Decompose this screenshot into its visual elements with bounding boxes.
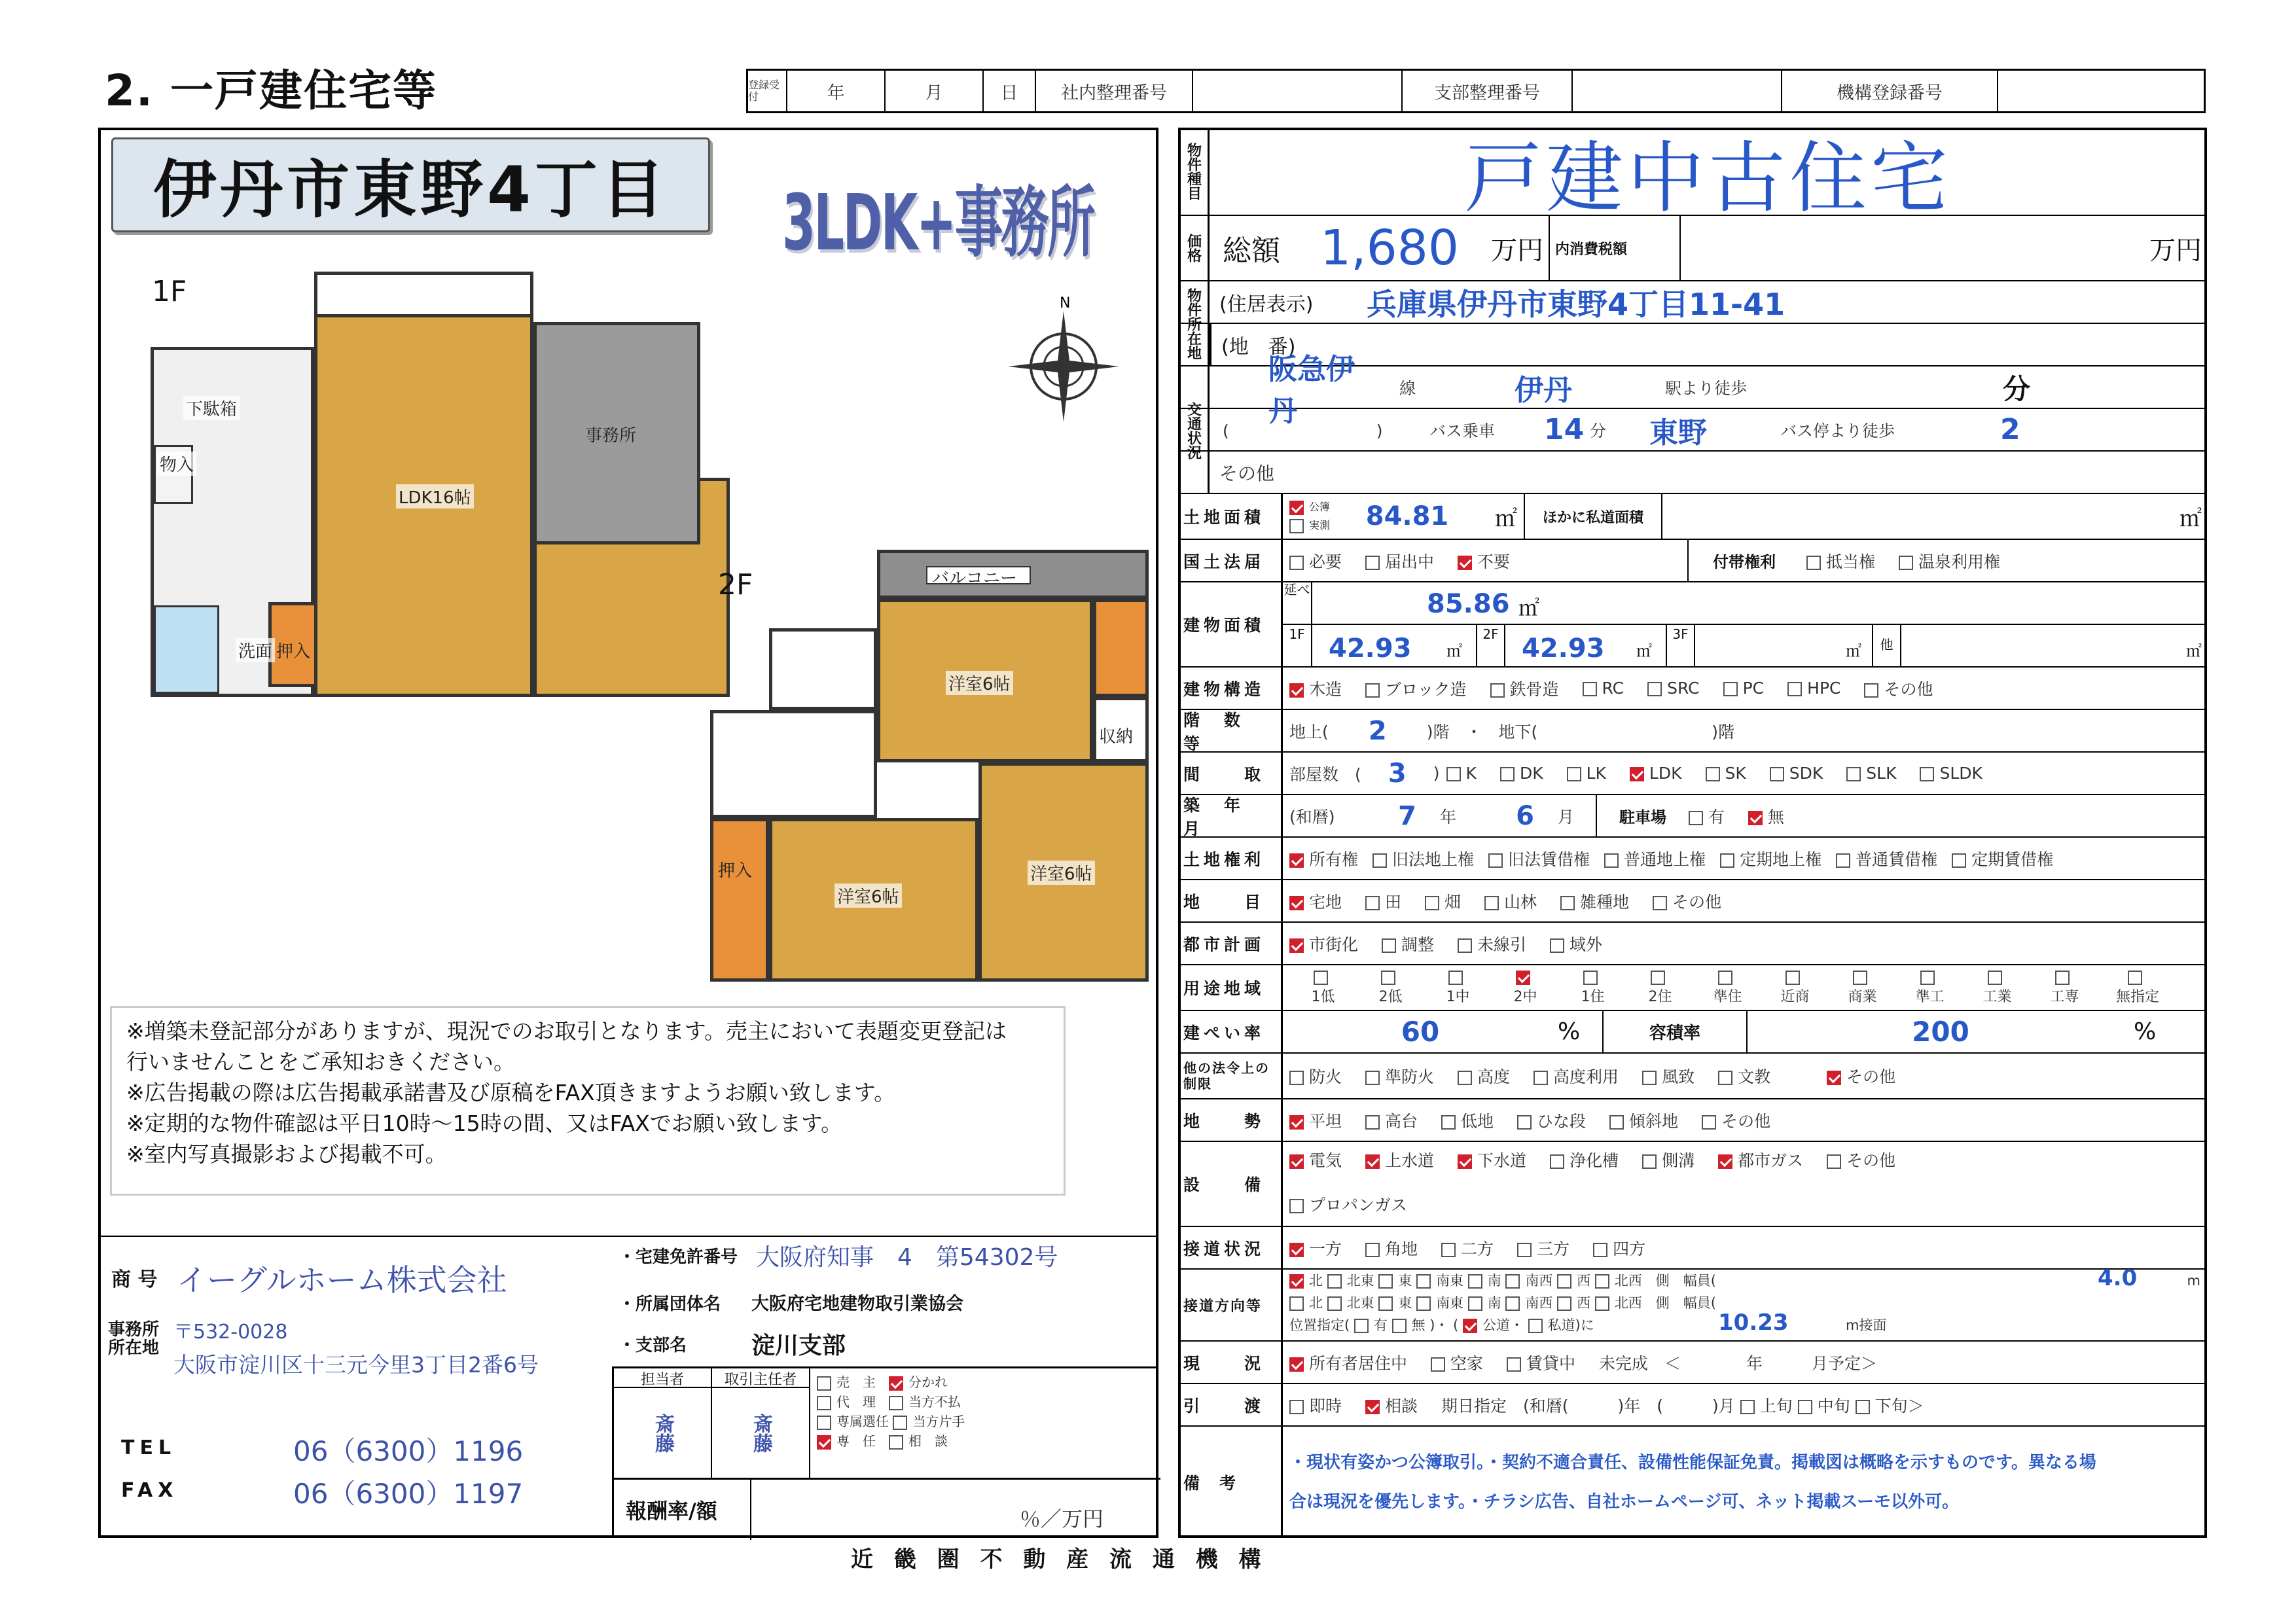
floor-ratio-value: 200 — [1912, 1016, 1969, 1048]
company-no-field[interactable] — [1193, 71, 1403, 111]
lot-label: (地 番) — [1210, 324, 1367, 365]
row-station: 交通状況 阪急伊丹 線 伊丹 駅より徒歩 分 — [1178, 366, 2207, 409]
row-restrictions: 他の法令上の制限 防火 準防火 高度 高度利用 風致 文教 その他 — [1178, 1054, 2207, 1099]
floor2-label: 2F — [718, 568, 753, 601]
assoc-label: ・所属団体名 — [619, 1294, 721, 1314]
row-road-access: 接道状況 一方 角地 二方 三方 四方 — [1178, 1227, 2207, 1270]
company-divider — [98, 1236, 1158, 1237]
room-storage2: 収納 — [1096, 723, 1136, 747]
stories-above: 2 — [1368, 715, 1387, 746]
station-name: 伊丹 — [1515, 373, 1572, 407]
floor1-plan — [151, 268, 700, 713]
building-total-unit: ㎡ — [1518, 596, 1540, 620]
remarks-line: ・現状有姿かつ公簿取引。・契約不適合責任、設備性能保証免責。掲載図は概略を示すものです。異なる場 — [1289, 1453, 2096, 1472]
year-cell: 年 — [787, 71, 886, 111]
address-value: 兵庫県伊丹市東野4丁目11-41 — [1367, 286, 1785, 322]
walk-minutes-unit: 分 — [2003, 372, 2031, 405]
reg-label: 登録受付 — [748, 71, 787, 111]
note-line: ※増築未登記部分がありますが、現況でのお取引となります。売主において表題変更登記は — [126, 1018, 1007, 1044]
postal-code: 〒532-0028 — [173, 1321, 288, 1344]
row-remarks: 備考 ・現状有姿かつ公簿取引。・契約不適合責任、設備性能保証免責。掲載図は概略を示すものです。異なる場 合は現況を優先します。・チラシ広告、自社ホームページ可、ネット掲載スーモ以外可。 — [1178, 1427, 2207, 1538]
branch-no-label: 支部整理番号 — [1403, 71, 1573, 111]
manager-name: 斎藤 — [712, 1388, 810, 1480]
room-western2: 洋室6帖 — [834, 883, 902, 908]
coverage-value: 60 — [1401, 1016, 1440, 1048]
private-road-label: ほかに私道面積 — [1525, 494, 1662, 539]
company-name: イーグルホーム株式会社 — [177, 1262, 507, 1298]
room-balcony: バルコニー — [932, 569, 1018, 588]
row-address: 物件所在地 (住居表示) 兵庫県伊丹市東野4丁目11-41 — [1178, 281, 2207, 324]
row-type: 物件種目 戸建中古住宅 — [1178, 128, 2207, 216]
floor1-label: 1F — [152, 275, 187, 308]
land-area-value: 84.81 — [1365, 501, 1449, 531]
branch-value: 淀川支部 — [751, 1332, 846, 1359]
company-no-label: 社内整理番号 — [1036, 71, 1193, 111]
person-label: 担当者 — [614, 1368, 712, 1388]
org-no-field[interactable] — [1998, 71, 2204, 111]
note-line: ※室内写真撮影および掲載不可。 — [126, 1141, 447, 1167]
month-cell: 月 — [886, 71, 984, 111]
tax-label: 内消費税額 — [1550, 216, 1681, 280]
row-land-rights: 土地権利 所有権 旧法地上権 旧法賃借権 普通地上権 定期地上権 普通賃借権 定期賃借権 — [1178, 838, 2207, 880]
agent-box — [612, 1366, 1158, 1538]
row-building-area: 建物面積 延べ 85.86 ㎡ 1F 42.93 ㎡ 2F 42.93 ㎡ 3F ㎡ 他 ㎡ — [1178, 582, 2207, 668]
transaction-type: 売 主 分かれ 代 理 当方不払 専属選任 当方片手 専 任 相 談 — [810, 1368, 1160, 1480]
road-width: 4.0 — [2098, 1265, 2138, 1291]
room-storage: 物入 — [157, 452, 196, 476]
row-bus: ( ) バス乗車 14 分 東野 バス停より徒歩 2 — [1178, 409, 2207, 452]
land-area-unit: ㎡ — [1479, 494, 1525, 539]
bus-walk-minutes: 2 — [2000, 413, 2020, 446]
assoc-value: 大阪府宅地建物取引業協会 — [751, 1294, 963, 1314]
month-built: 6 — [1516, 800, 1534, 831]
company-name-label: 商 号 — [111, 1268, 158, 1291]
tel-value: 06（6300）1196 — [293, 1435, 524, 1467]
row-terrain: 地 勢 平坦 高台 低地 ひな段 傾斜地 その他 — [1178, 1099, 2207, 1142]
fax-value: 06（6300）1197 — [293, 1478, 524, 1510]
room-closet1: 押入 — [276, 642, 311, 662]
row-road-direction: 接道方向等 北 北東 東 南東 南 南西 西 北西 側 幅員( 北 北東 東 南東 南 南西 西 北西 側 幅員( 位置指定( 有 無 )・ ( 公道・ 私道)に 4.0 m 10.23 m接面 — [1178, 1270, 2207, 1342]
svg-text:N: N — [1060, 295, 1071, 312]
footer-org: 近 畿 圏 不 動 産 流 通 機 構 — [851, 1546, 1268, 1573]
row-status: 現 況 所有者居住中 空家 賃貸中 未完成 ＜ 年 月予定＞ — [1178, 1342, 2207, 1384]
room-western1: 洋室6帖 — [946, 671, 1013, 695]
row-year-built: 築 年 月 (和暦) 7 年 6 月 駐車場 有 無 — [1178, 795, 2207, 838]
walk-label: 駅より徒歩 — [1665, 378, 1748, 398]
registration-header — [746, 69, 2206, 113]
row-delivery: 引 渡 即時 相談 期日指定 (和暦( )年 ( )月 上旬 中旬 下旬＞ — [1178, 1384, 2207, 1427]
org-no-label: 機構登録番号 — [1782, 71, 1998, 111]
room-count: 3 — [1388, 758, 1407, 789]
row-structure: 建物構造 木造 ブロック造 鉄骨造 RC SRC PC HPC その他 — [1178, 668, 2207, 710]
floor2-area: 42.93 — [1522, 633, 1605, 664]
org-logo-icon — [854, 1541, 893, 1567]
floor1-area: 42.93 — [1329, 633, 1412, 664]
room-washroom: 洗面 — [236, 638, 275, 662]
row-zoning: 用途地域 1低 2低 1中 2中 1住 2住 準住 近商 商業 準工 工業 工専 無指定 — [1178, 965, 2207, 1011]
private-road-unit: ㎡ — [2179, 505, 2202, 532]
floor1-unit: ㎡ — [1446, 642, 1462, 660]
person-name: 斎藤 — [614, 1388, 712, 1480]
room-western3: 洋室6帖 — [1028, 861, 1095, 885]
office-label: 事務所所在地 — [108, 1320, 160, 1358]
compass-icon — [1005, 294, 1122, 425]
row-land-category: 地 目 宅地 田 畑 山林 雑種地 その他 — [1178, 880, 2207, 923]
fee-label: 報酬率/額 — [614, 1480, 751, 1540]
frontage-width: 10.23 — [1718, 1310, 1789, 1336]
note-line: ※広告掲載の際は広告掲載承諾書及び原稿をFAX頂きますようお願い致します。 — [126, 1080, 896, 1105]
row-layout: 間 取 部屋数 ( 3 ) K DK LK LDK SK SDK SLK SLDK — [1178, 753, 2207, 795]
property-type: 戸建中古住宅 — [1464, 132, 1952, 223]
building-total-area: 85.86 — [1427, 589, 1510, 619]
price-label: 総額 — [1223, 234, 1280, 268]
floor2-plan — [710, 550, 1152, 985]
location-banner: 伊丹市東野4丁目 — [111, 137, 710, 232]
license-value: 大阪府知事 4 第54302号 — [756, 1244, 1058, 1271]
transport-other: その他 — [1219, 462, 1275, 484]
room-closet2: 押入 — [718, 861, 753, 881]
note-line: ※定期的な物件確認は平日10時～15時の間、又はFAXでお願い致します。 — [126, 1111, 843, 1136]
line-name: 阪急伊丹 — [1268, 352, 1355, 428]
row-land-law: 国土法届 必要 届出中 不要 付帯権利 抵当権 温泉利用権 — [1178, 540, 2207, 582]
line-suffix: 線 — [1399, 378, 1416, 398]
fee-unit: ％／万円 — [1020, 1507, 1104, 1531]
section-title: 2. 一戸建住宅等 — [105, 65, 437, 116]
address-label: (住居表示) — [1219, 293, 1314, 316]
branch-label: ・支部名 — [619, 1336, 687, 1355]
room-shoe: 下駄箱 — [183, 396, 240, 420]
year-built: 7 — [1398, 800, 1416, 831]
other-area-unit: ㎡ — [2186, 642, 2202, 660]
remarks-line: 合は現況を優先します。・チラシ広告、自社ホームページ可、ネット掲載スーモ以外可。 — [1289, 1492, 1960, 1512]
bus-minutes: 14 — [1544, 413, 1585, 446]
price-value: 1,680 — [1320, 220, 1459, 276]
row-land-area: 土地面積 公簿 実測 84.81 ㎡ ほかに私道面積 ㎡ — [1178, 494, 2207, 540]
office-address: 大阪市淀川区十三元今里3丁目2番6号 — [173, 1352, 539, 1378]
row-floors: 階 数 等 地上( 2 )階 ・ 地下( )階 — [1178, 710, 2207, 753]
bus-minutes-unit: 分 — [1590, 421, 1607, 440]
manager-label: 取引主任者 — [712, 1368, 810, 1388]
row-coverage: 建ぺい率 60 % 容積率 200 % — [1178, 1011, 2207, 1054]
room-ldk: LDK16帖 — [396, 484, 474, 508]
layout-badge: 3LDK+事務所 — [782, 177, 1094, 268]
price-unit: 万円 — [1491, 216, 1550, 280]
notes-box — [110, 1006, 1066, 1196]
room-office: 事務所 — [585, 426, 637, 446]
branch-no-field[interactable] — [1573, 71, 1782, 111]
fax-label: FAX — [121, 1479, 179, 1502]
bus-walk-label: バス停より徒歩 — [1780, 421, 1895, 440]
bus-stop: 東野 — [1649, 416, 1707, 450]
row-city-planning: 都市計画 市街化 調整 未線引 域外 — [1178, 923, 2207, 965]
license-label: ・宅建免許番号 — [619, 1247, 738, 1267]
tel-label: TEL — [121, 1436, 177, 1459]
floor2-unit: ㎡ — [1636, 642, 1652, 660]
row-facilities: 設 備 電気 上水道 下水道 浄化槽 側溝 都市ガス その他 プロパンガス — [1178, 1142, 2207, 1227]
tax-unit: 万円 — [2149, 235, 2202, 266]
bus-label: バス乗車 — [1429, 421, 1496, 440]
floor3-unit: ㎡ — [1846, 642, 1861, 660]
row-transport-other — [1178, 452, 2207, 494]
note-line: 行いませんことをご承知おきください。 — [126, 1049, 515, 1075]
day-cell: 日 — [984, 71, 1036, 111]
row-price: 価格 総額 1,680 万円 内消費税額 万円 — [1178, 216, 2207, 281]
